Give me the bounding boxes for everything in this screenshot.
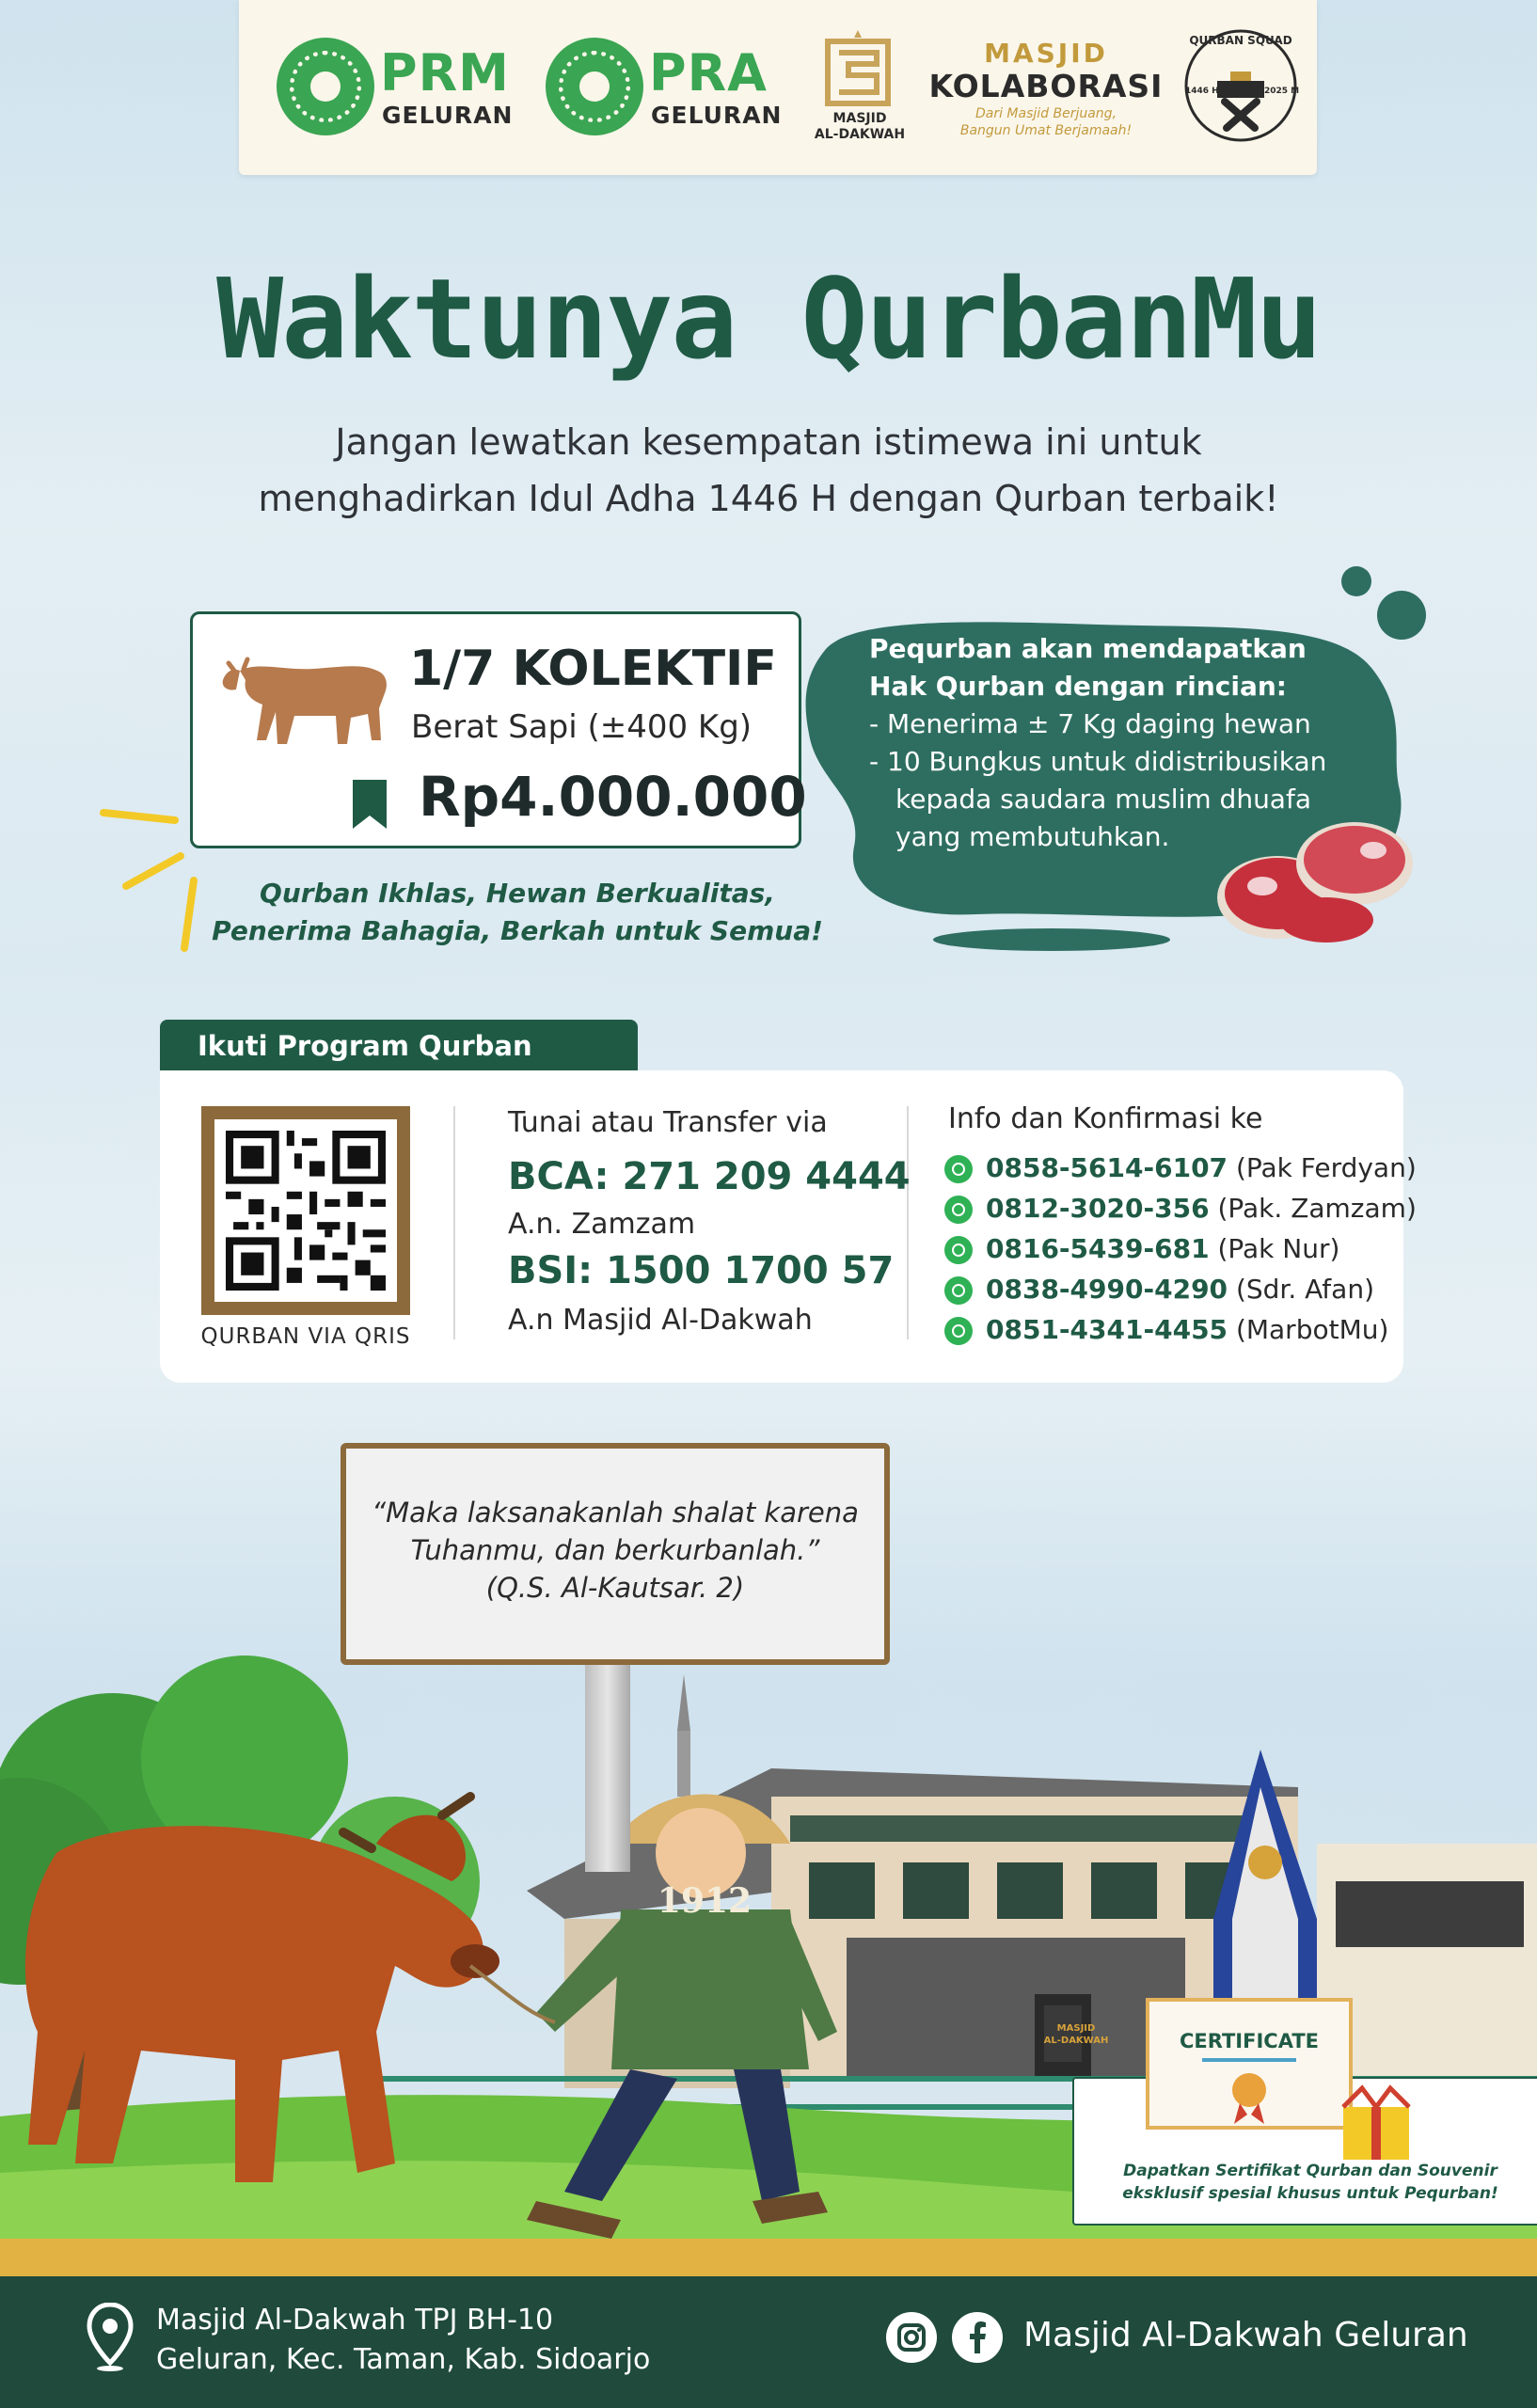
whatsapp-icon — [944, 1196, 973, 1224]
bsi-account-name: A.n Masjid Al-Dakwah — [508, 1304, 813, 1337]
sign-post — [585, 1665, 630, 1872]
contact-item[interactable]: 0851-4341-4455 (MarbotMu) — [944, 1311, 1388, 1349]
payment-heading: Tunai atau Transfer via — [508, 1106, 828, 1139]
bca-account[interactable]: BCA: 271 209 4444 — [508, 1155, 911, 1198]
mosque-sign-text: MASJID AL-DAKWAH — [1043, 2023, 1109, 2046]
masjid-logo-text: MASJID AL-DAKWAH — [814, 111, 906, 142]
kolaborasi-logo-main: KOLABORASI — [928, 68, 1164, 104]
page-title: Waktunya QurbanMu — [216, 254, 1321, 384]
package-title: 1/7 KOLEKTIF — [409, 641, 777, 697]
whatsapp-icon — [944, 1317, 973, 1345]
ribbon-icon — [1202, 2058, 1296, 2124]
kolaborasi-logo-top: MASJID — [984, 38, 1108, 69]
pra-logo-text: PRA — [649, 43, 768, 103]
bookmark-icon — [353, 780, 387, 829]
prm-logo-subtext: GELURAN — [382, 102, 514, 129]
meat-icon — [1213, 807, 1439, 948]
qris-qr-code[interactable] — [201, 1106, 410, 1315]
blob-drop-icon — [929, 926, 1174, 954]
facebook-icon[interactable] — [952, 2312, 1003, 2363]
package-weight: Berat Sapi (±400 Kg) — [411, 708, 753, 746]
program-tab: Ikuti Program Qurban — [160, 1020, 638, 1072]
contact-item[interactable]: 0858-5614-6107 (Pak Ferdyan) — [944, 1149, 1417, 1187]
qurban-squad-year-h: 1446 H — [1185, 87, 1219, 96]
footer-strip — [0, 2239, 1537, 2276]
quote-text: “Maka laksanakanlah shalat karena Tuhanmu, dan berkurbanlah.” (Q.S. Al-Kautsar. 2) — [372, 1497, 859, 1604]
whatsapp-icon — [944, 1236, 973, 1264]
kolaborasi-logo-tagline: Dari Masjid Berjuang, Bangun Umat Berjamaah! — [959, 106, 1133, 138]
muhammadiyah-logo-icon — [546, 38, 643, 135]
package-card — [190, 611, 807, 848]
bsi-account[interactable]: BSI: 1500 1700 57 — [508, 1249, 895, 1292]
qurban-squad-ring-text: QURBAN SQUAD — [1189, 34, 1292, 47]
footer-address: Masjid Al-Dakwah TPJ BH-10 Geluran, Kec. Taman, Kab. Sidoarjo — [156, 2304, 651, 2376]
cow-icon — [219, 642, 392, 755]
qr-label: QURBAN VIA QRIS — [200, 1324, 411, 1349]
instagram-icon[interactable] — [886, 2312, 937, 2363]
certificate-title: CERTIFICATE — [1180, 2030, 1319, 2052]
divider — [907, 1106, 909, 1339]
masjid-kufic-logo-icon — [820, 28, 895, 107]
benefits-text: Pequrban akan mendapatkan Hak Qurban dengan rincian: - Menerima ± 7 Kg daging hewan - 10 Bungkus untuk didistribusikan kepada saudara muslim dhuafa yang membutuhkan. — [869, 633, 1327, 852]
qr-code-icon — [226, 1131, 386, 1291]
divider — [453, 1106, 455, 1339]
gift-box-icon — [1334, 2079, 1418, 2163]
certificate-icon — [1146, 1998, 1353, 2130]
location-pin-icon — [87, 2303, 134, 2372]
tagline: Qurban Ikhlas, Hewan Berkualitas, Penerima Bahagia, Berkah untuk Semua! — [212, 878, 823, 946]
qurban-squad-year-m: 2025 M — [1264, 87, 1300, 96]
shirt-text: 1912 — [657, 1881, 753, 1921]
muhammadiyah-logo-icon — [277, 38, 374, 135]
prm-logo-text: PRM — [380, 43, 510, 103]
certificate-note: Dapatkan Sertifikat Qurban dan Souvenir eksklusif spesial khusus untuk Pequrban! — [1122, 2162, 1498, 2203]
contact-item[interactable]: 0816-5439-681 (Pak Nur) — [944, 1230, 1339, 1268]
contact-item[interactable]: 0812-3020-356 (Pak. Zamzam) — [944, 1190, 1417, 1228]
whatsapp-icon — [944, 1155, 973, 1183]
footer-social-handle[interactable]: Masjid Al-Dakwah Geluran — [1023, 2316, 1468, 2354]
pra-logo-subtext: GELURAN — [651, 102, 783, 129]
bca-account-name: A.n. Zamzam — [508, 1208, 696, 1241]
contact-heading: Info dan Konfirmasi ke — [948, 1102, 1263, 1135]
page-subtitle: Jangan lewatkan kesempatan istimewa ini untuk menghadirkan Idul Adha 1446 H dengan Qurban terbaik! — [258, 421, 1279, 519]
whatsapp-icon — [944, 1276, 973, 1305]
logo-bar — [239, 0, 1317, 175]
package-price: Rp4.000.000 — [419, 765, 807, 829]
contact-item[interactable]: 0838-4990-4290 (Sdr. Afan) — [944, 1271, 1374, 1308]
